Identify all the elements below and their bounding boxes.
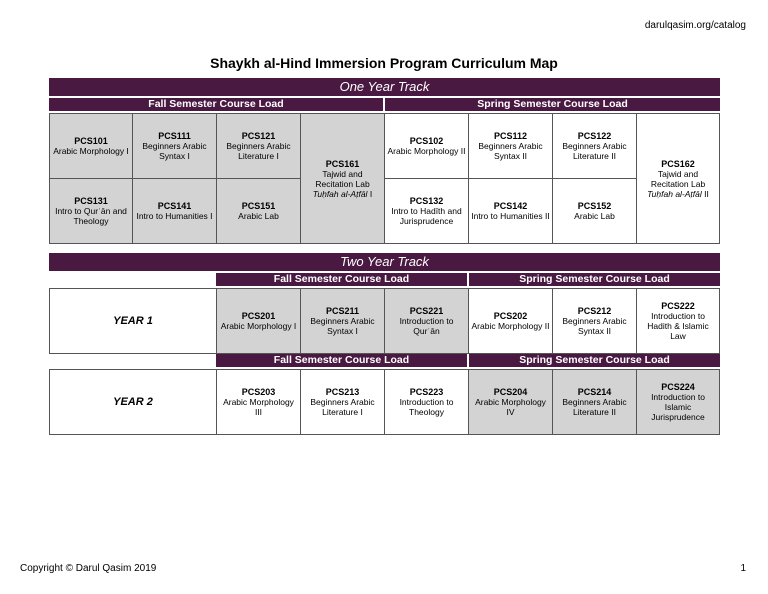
- course-name: Intro to Humanities II: [471, 211, 550, 221]
- course-cell: [49, 178, 133, 244]
- course-code: PCS161: [325, 158, 360, 169]
- course-cell: [300, 288, 385, 354]
- course-name: Arabic Lab: [238, 211, 279, 221]
- one-year-spring-header: Spring Semester Course Load: [385, 98, 720, 111]
- course-code: PCS223: [409, 387, 444, 397]
- course-cell: [216, 288, 301, 354]
- course-cell: [216, 113, 301, 179]
- course-level: I: [367, 188, 373, 199]
- course-code: PCS102: [409, 136, 444, 146]
- course-code: PCS141: [157, 201, 192, 211]
- course-cell: [552, 178, 637, 244]
- course-name: Beginners Arabic Literature II: [562, 141, 627, 161]
- course-code: PCS142: [493, 201, 528, 211]
- course-code: PCS221: [409, 306, 444, 316]
- course-cell: [384, 288, 469, 354]
- course-name: Beginners Arabic Syntax I: [142, 141, 207, 161]
- course-code: PCS202: [493, 311, 528, 321]
- year1-fall-header: Fall Semester Course Load: [216, 273, 467, 286]
- course-cell: [300, 369, 385, 435]
- year1-spring-header: Spring Semester Course Load: [469, 273, 720, 286]
- course-cell: [384, 178, 469, 244]
- course-name: Arabic Morphology II: [387, 146, 466, 156]
- course-name: Arabic Morphology I: [220, 321, 297, 331]
- course-name: Tajwid and Recitation Lab: [315, 168, 370, 189]
- course-name: Arabic Lab: [574, 211, 615, 221]
- course-cell: [468, 369, 553, 435]
- course-code: PCS121: [241, 131, 276, 141]
- course-code: PCS111: [158, 131, 191, 141]
- copyright: Copyright © Darul Qasim 2019: [20, 563, 157, 574]
- course-cell: [468, 288, 553, 354]
- course-cell: [636, 288, 720, 354]
- course-code: PCS122: [577, 131, 612, 141]
- course-name: Arabic Morphology I: [53, 146, 129, 156]
- course-code: PCS152: [577, 201, 612, 211]
- course-code: PCS203: [241, 387, 276, 397]
- course-code: PCS213: [325, 387, 360, 397]
- course-name: Intro to Humanities I: [136, 211, 213, 221]
- course-name: Arabic Morphology III: [223, 397, 294, 417]
- course-name: Introduction to Qurʾān: [399, 316, 454, 336]
- page-number: 1: [740, 563, 746, 574]
- course-name: Intro to Qurʾān and Theology: [55, 206, 127, 226]
- course-code: PCS132: [409, 196, 444, 206]
- year2-spring-header: Spring Semester Course Load: [469, 354, 720, 367]
- course-cell: [636, 369, 720, 435]
- year2-fall-header: Fall Semester Course Load: [216, 354, 467, 367]
- course-code: PCS222: [661, 301, 695, 311]
- course-name: Intro to Hadīth and Jurisprudence: [391, 206, 462, 226]
- course-code: PCS211: [325, 306, 360, 316]
- course-cell: [552, 288, 637, 354]
- course-name: Beginners Arabic Syntax II: [478, 141, 543, 161]
- course-cell: [49, 113, 133, 179]
- page-title: Shaykh al-Hind Immersion Program Curriculum Map: [210, 55, 558, 71]
- course-code: PCS101: [74, 136, 108, 146]
- course-code: PCS131: [74, 196, 108, 206]
- year1-label-cell: [49, 288, 217, 354]
- course-code: PCS214: [577, 387, 612, 397]
- course-code: PCS201: [241, 311, 276, 321]
- course-cell: [384, 113, 469, 179]
- course-code: PCS112: [493, 131, 528, 141]
- course-name: Introduction to Theology: [399, 397, 454, 417]
- course-cell: [216, 369, 301, 435]
- course-cell: [384, 369, 469, 435]
- course-subtitle: Tuḥfah al-Aṭfāl: [312, 188, 368, 199]
- catalog-url[interactable]: darulqasim.org/catalog: [644, 20, 746, 31]
- course-code: PCS224: [661, 382, 695, 392]
- course-name: Beginners Arabic Syntax I: [310, 316, 375, 336]
- course-code: PCS162: [661, 158, 695, 169]
- course-cell: [216, 178, 301, 244]
- course-code: PCS204: [493, 387, 528, 397]
- course-name: Arabic Morphology II: [471, 321, 550, 331]
- one-year-track-header: One Year Track: [49, 78, 720, 96]
- course-code: PCS212: [577, 306, 612, 316]
- course-name: Tajwid and Recitation Lab: [650, 168, 706, 189]
- one-year-fall-header: Fall Semester Course Load: [49, 98, 383, 111]
- course-name: Beginners Arabic Syntax II: [562, 316, 627, 336]
- year1-label: YEAR 1: [113, 315, 153, 327]
- course-cell: [636, 113, 720, 244]
- course-subtitle: Tuḥfah al-Aṭfāl: [647, 188, 702, 199]
- course-name: Arabic Morphology IV: [475, 397, 546, 417]
- course-cell: [468, 113, 553, 179]
- course-cell: [132, 178, 217, 244]
- course-cell: [132, 113, 217, 179]
- course-cell: [552, 113, 637, 179]
- course-name: Beginners Arabic Literature II: [562, 397, 627, 417]
- course-name: Introduction to Hadith & Islamic Law: [647, 311, 709, 341]
- course-name: Beginners Arabic Literature I: [226, 141, 291, 161]
- two-year-track-header: Two Year Track: [49, 253, 720, 271]
- course-name: Introduction to Islamic Jurisprudence: [651, 392, 705, 422]
- course-code: PCS151: [241, 201, 276, 211]
- course-cell: [552, 369, 637, 435]
- course-level: II: [701, 188, 709, 199]
- course-cell: [300, 113, 385, 244]
- course-name: Beginners Arabic Literature I: [310, 397, 375, 417]
- course-cell: [468, 178, 553, 244]
- year2-label-cell: [49, 369, 217, 435]
- year2-label: YEAR 2: [113, 396, 153, 408]
